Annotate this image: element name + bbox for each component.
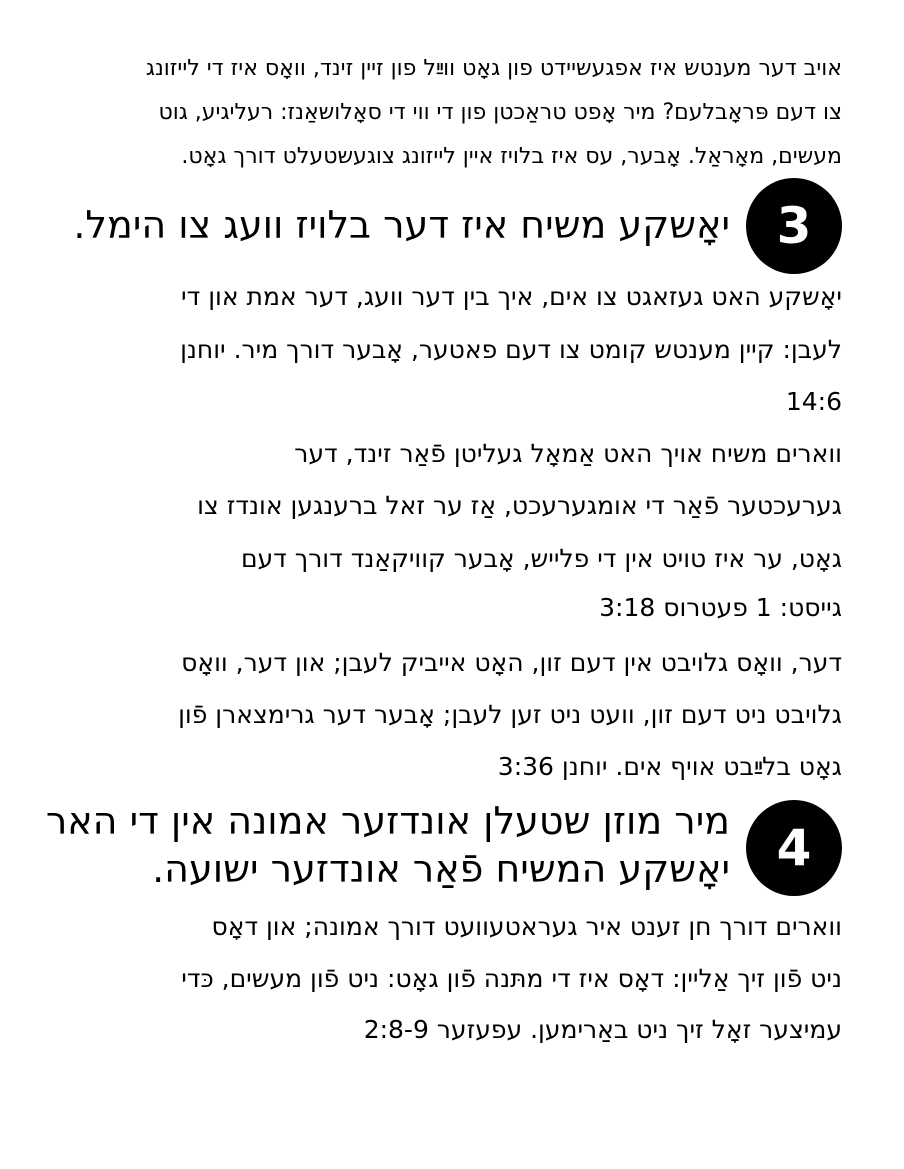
paragraph-line: ווארים משיח אויך האט אַמאָל געליטן פֿאַר זינד, דער [294, 439, 842, 468]
paragraph-line: ניט פֿון זיך אַליין: דאָס איז די מתּנה פֿון גאָט: ניט פֿון מעשים, כּדי [181, 964, 842, 993]
section-3-heading [40, 178, 842, 278]
section-number-badge: 3 [746, 178, 842, 274]
paragraph-line: גלויבט ניט דעם זון, וועט ניט זען לעבן; אָבער דער גרימצארן פֿון [178, 700, 842, 729]
section-heading-line: יאָשקע המשיח פֿאַר אונדזער ישועה. [152, 847, 730, 891]
section-heading: יאָשקע משיח איז דער בלויז וועג צו הימל. [73, 203, 730, 247]
section-number-badge: 4 [746, 800, 842, 896]
intro-line: צו דעם פּראָבלעם? מיר אָפט טראַכטן פון די ווי די סאָלושאַנז: רעליגיע, גוט [158, 100, 842, 125]
paragraph-line: עמיצער זאָל זיך ניט באַרימען. עפעזער 2:8-9 [363, 1015, 842, 1044]
verse-reference: 14:6 [785, 387, 842, 416]
section-4-heading [40, 796, 842, 896]
paragraph-line: גאָט בלײַבט אויף אים. יוחנן 3:36 [497, 752, 842, 781]
intro-line: אויב דער מענטש איז אפגעשיידט פון גאָט ווײַל פון זיין זינד, וואָס איז די לייזונג [145, 56, 842, 81]
paragraph-line: ווארים דורך חן זענט איר געראטעוועט דורך אמונה; און דאָס [211, 912, 842, 941]
paragraph-line: גייסט: 1 פעטרוס 3:18 [599, 593, 842, 622]
intro-line: מעשים, מאָראַל. אָבער, עס איז בלויז איין לייזונג צוגעשטעלט דורך גאָט. [181, 144, 842, 169]
section-heading-line: מיר מוזן שטעלן אונדזער אמונה אין די האר [45, 799, 730, 843]
paragraph-line: גערעכטער פֿאַר די אומגערעכט, אַז ער זאל ברענגען אונדז צו [197, 491, 842, 520]
paragraph-line: דער, וואָס גלויבט אין דעם זון, האָט אייביק לעבן; און דער, וואָס [181, 648, 842, 677]
paragraph-line: יאָשקע האט געזאגט צו אים, איך בין דער וועג, דער אמת און די [181, 282, 842, 311]
paragraph-line: גאָט, ער איז טויט אין די פלייש, אָבער קוויקאַנד דורך דעם [240, 544, 842, 573]
paragraph-line: לעבן: קיין מענטש קומט צו דעם פאטער, אָבער דורך מיר. יוחנן [180, 335, 842, 364]
